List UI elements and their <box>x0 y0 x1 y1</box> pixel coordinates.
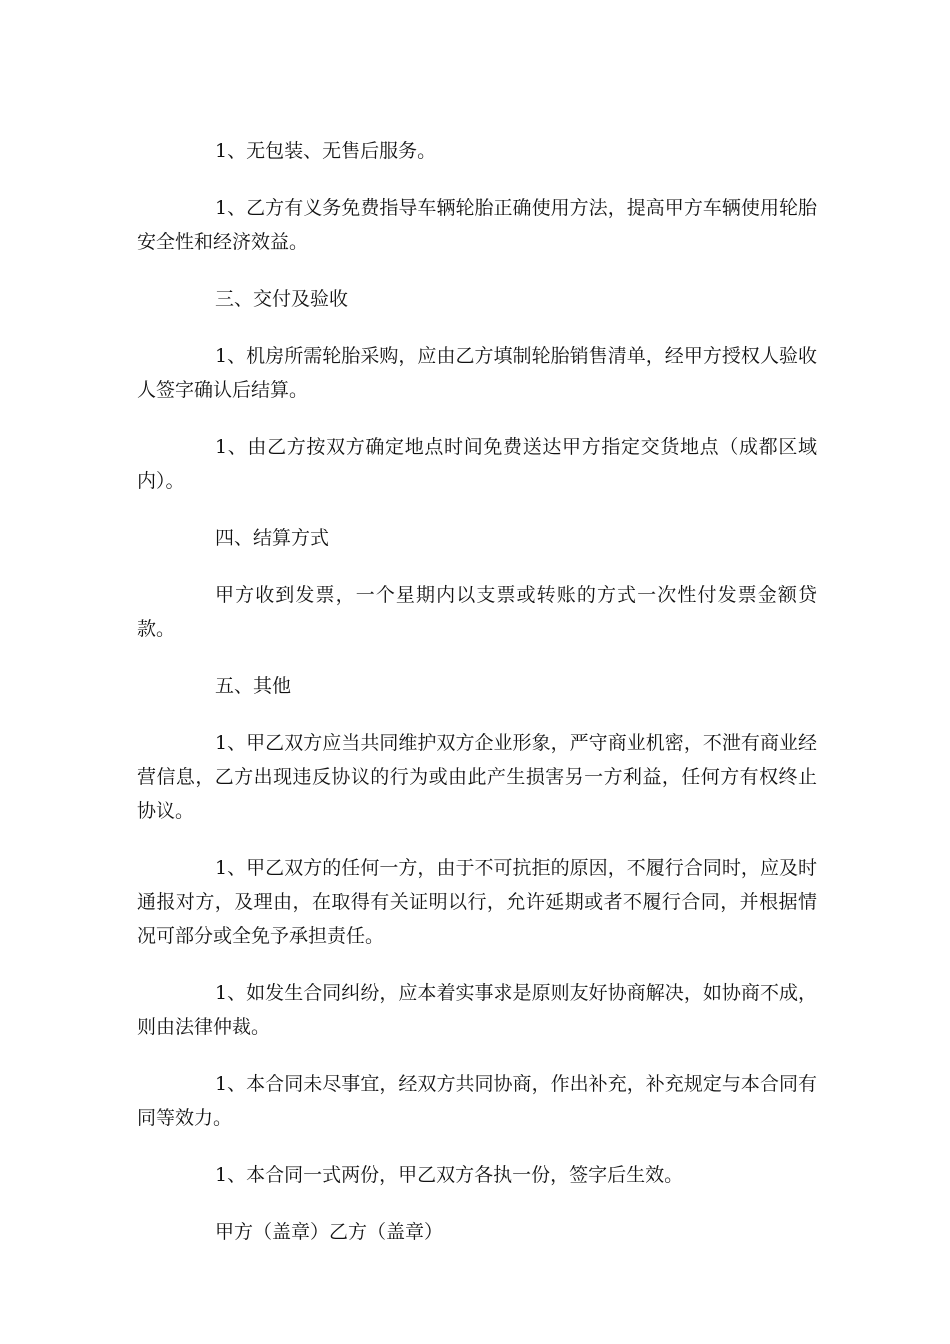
clause-purchase-settlement: 1、机房所需轮胎采购，应由乙方填制轮胎销售清单，经甲方授权人验收人签字确认后结算。 <box>137 345 817 401</box>
section-heading-delivery: 三、交付及验收 <box>215 288 349 310</box>
clause-tire-guidance: 1、乙方有义务免费指导车辆轮胎正确使用方法，提高甲方车辆使用轮胎安全性和经济效益。 <box>137 197 817 253</box>
clause-copies: 1、本合同一式两份，甲乙双方各执一份，签字后生效。 <box>215 1164 684 1186</box>
clause-supplement: 1、本合同未尽事宜，经双方共同协商，作出补充，补充规定与本合同有同等效力。 <box>137 1073 817 1129</box>
signature-line: 甲方（盖章）乙方（盖章） <box>215 1221 444 1243</box>
clause-payment: 甲方收到发票，一个星期内以支票或转账的方式一次性付发票金额贷款。 <box>137 584 817 640</box>
clause-confidentiality: 1、甲乙双方应当共同维护双方企业形象，严守商业机密，不泄有商业经营信息，乙方出现违反协议的行为或由此产生损害另一方利益，任何方有权终止协议。 <box>137 732 817 822</box>
clause-no-packaging: 1、无包装、无售后服务。 <box>215 140 437 162</box>
clause-dispute-resolution: 1、如发生合同纠纷，应本着实事求是原则友好协商解决，如协商不成，则由法律仲裁。 <box>137 982 817 1038</box>
section-heading-other: 五、其他 <box>215 675 292 697</box>
document-body <box>137 134 817 1272</box>
clause-force-majeure: 1、甲乙双方的任何一方，由于不可抗拒的原因，不履行合同时，应及时通报对方，及理由，在取得有关证明以行，允许延期或者不履行合同，并根据情况可部分或全免予承担责任。 <box>137 857 817 947</box>
clause-free-delivery: 1、由乙方按双方确定地点时间免费送达甲方指定交货地点（成都区域内）。 <box>137 436 817 492</box>
section-heading-settlement: 四、结算方式 <box>215 527 330 549</box>
